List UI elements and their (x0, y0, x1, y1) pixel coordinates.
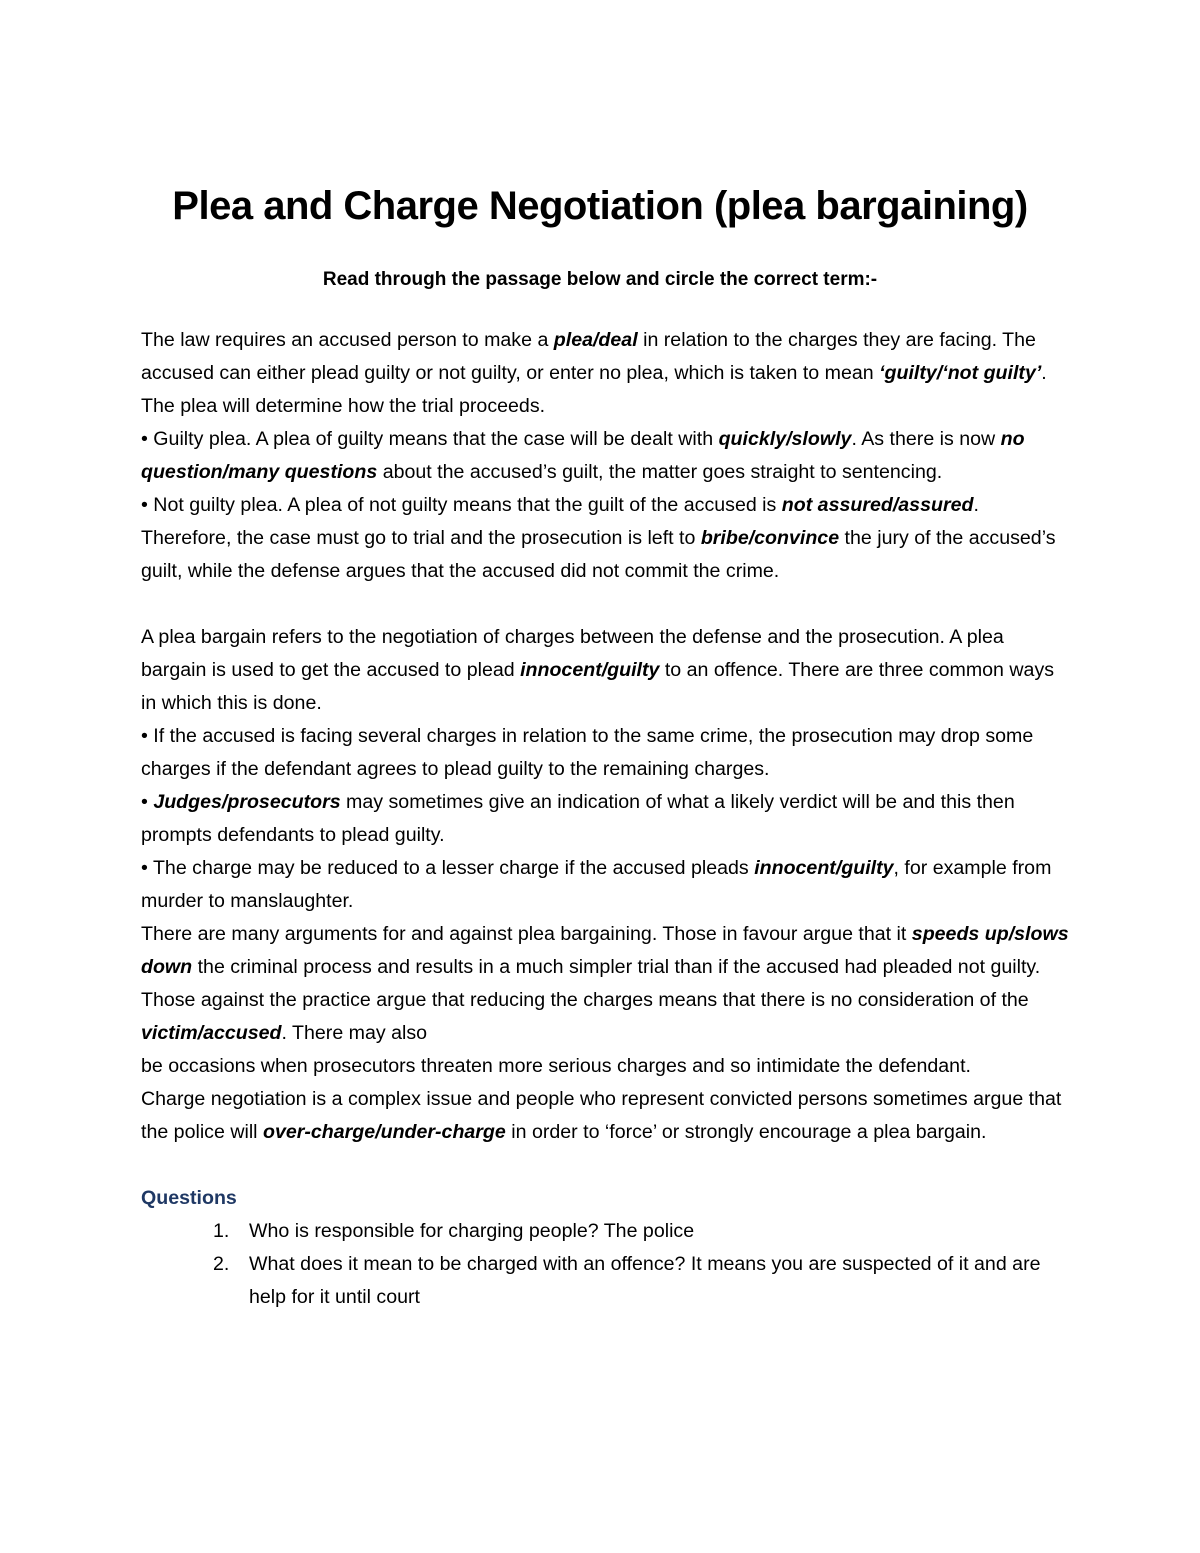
bullet-guilty-plea: • Guilty plea. A plea of guilty means that the case will be dealt with quickly/slowly. As there is now no question/many questions about the accused’s guilt, the matter goes straight to sentencing. (141, 428, 1025, 483)
term-choice: no question/many questions (141, 428, 1025, 483)
term-choice: not assured/assured (781, 494, 974, 516)
instruction-text: Read through the passage below and circle the correct term:- (322, 269, 878, 290)
question-item (141, 1248, 1071, 1314)
term-choice: quickly/slowly (718, 428, 852, 450)
paragraph-plea-intro: The law requires an accused person to make a plea/deal in relation to the charges they are facing. The accused can either plead guilty or not guilty, or enter no plea, which is taken to mean ‘guilty/‘not guilty’. The plea will determine how the trial proceeds. (141, 329, 1047, 417)
bullet-drop-charges: • If the accused is facing several charges in relation to the same crime, the prosecution may drop some charges if the defendant agrees to plead guilty to the remaining charges. (141, 725, 1034, 780)
term-choice: innocent/guilty (754, 857, 894, 879)
term-choice: innocent/guilty (520, 659, 660, 681)
term-choice: Judges/prosecutors (153, 791, 341, 813)
term-choice: victim/accused (141, 1022, 282, 1044)
paragraph-arguments: There are many arguments for and against plea bargaining. Those in favour argue that it speeds up/slows down the criminal process and results in a much simpler trial than if the accused had pleaded not guilty. Those against the practice argue that reducing the charges means that there is no consideration of the victim/accused. There may also (141, 923, 1069, 1044)
spacer (141, 1149, 1071, 1182)
spacer (141, 588, 1071, 621)
page-title: Plea and Charge Negotiation (plea bargaining) (172, 184, 1028, 228)
paragraph-intimidation: be occasions when prosecutors threaten more serious charges and so intimidate the defendant. (141, 1055, 971, 1077)
question-text: What does it mean to be charged with an offence? It means you are suspected of it and are help for it until court (249, 1253, 1041, 1308)
paragraph-charge-negotiation: Charge negotiation is a complex issue and people who represent convicted persons sometimes argue that the police will over-charge/under-charge in order to ‘force’ or strongly encourage a plea bargain. (141, 1088, 1062, 1143)
paragraph-plea-bargain: A plea bargain refers to the negotiation of charges between the defense and the prosecution. A plea bargain is used to get the accused to plead innocent/guilty to an offence. There are three common ways in which this is done. (141, 626, 1055, 714)
question-text: Who is responsible for charging people? The police (249, 1220, 695, 1242)
questions-list (141, 1215, 1071, 1314)
bullet-verdict-indication: • Judges/prosecutors may sometimes give an indication of what a likely verdict will be and this then prompts defendants to plead guilty. (141, 791, 1015, 846)
term-choice: speeds up/slows down (141, 923, 1069, 978)
question-number: 2. (213, 1253, 230, 1275)
document-body (141, 324, 1071, 1314)
questions-heading: Questions (141, 1187, 237, 1209)
bullet-reduced-charge: • The charge may be reduced to a lesser charge if the accused pleads innocent/guilty, for example from murder to manslaughter. (141, 857, 1052, 912)
term-choice: over-charge/under-charge (262, 1121, 506, 1143)
term-choice: bribe/convince (700, 527, 840, 549)
term-choice: ‘guilty/‘not guilty’ (879, 362, 1042, 384)
question-number: 1. (213, 1220, 230, 1242)
question-item (141, 1215, 1071, 1248)
bullet-not-guilty-plea: • Not guilty plea. A plea of not guilty means that the guilt of the accused is not assured/assured. Therefore, the case must go to trial and the prosecution is left to bribe/convince the jury of the accused’s guilt, while the defense argues that the accused did not commit the crime. (141, 494, 1056, 582)
term-choice: plea/deal (553, 329, 638, 351)
